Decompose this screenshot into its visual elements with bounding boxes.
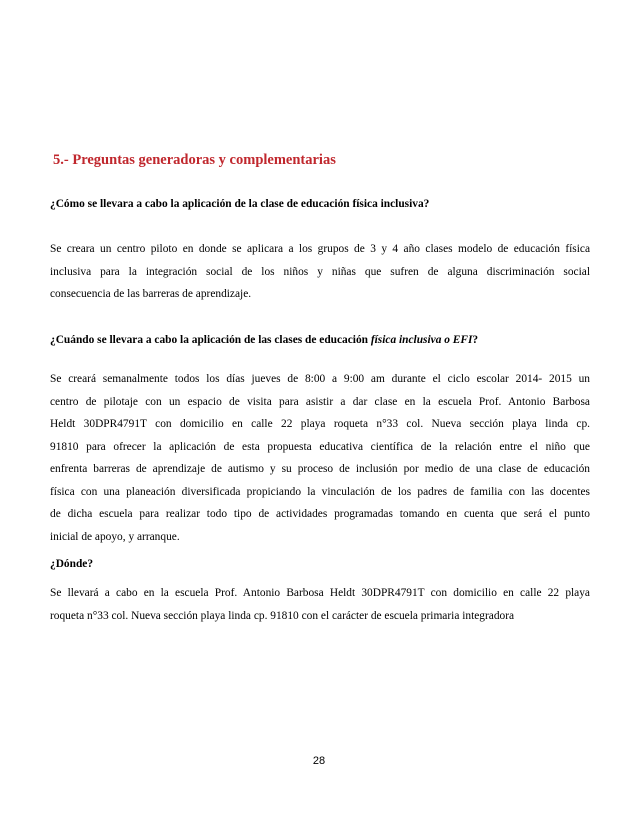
paragraph-line: consecuencia de las barreras de aprendizaje.: [50, 288, 252, 300]
question-2-heading: [50, 334, 590, 346]
question-1-heading: ¿Cómo se llevara a cabo la aplicación de la clase de educación física inclusiva?: [50, 198, 430, 210]
paragraph-line: Se creara un centro piloto en donde se aplicara a los grupos de 3 y 4 año clases modelo de educación física: [50, 243, 590, 255]
answer-1-paragraph: [50, 238, 590, 306]
section-heading: [53, 152, 336, 169]
section-title-text: Preguntas generadoras y complementarias: [72, 152, 336, 168]
paragraph-line: Heldt 30DPR4791T con domicilio en calle 22 playa roqueta n°33 col. Nueva sección playa linda cp.: [50, 418, 590, 430]
paragraph-line: Se llevará a cabo en la escuela Prof. Antonio Barbosa Heldt 30DPR4791T con domicilio en calle 22 playa: [50, 587, 590, 599]
section-number: 5.-: [53, 152, 69, 168]
paragraph-line: física con una planeación diversificada propiciando la vinculación de los padres de familia con las docentes: [50, 485, 590, 498]
question-2-text: ¿Cuándo se llevara a cabo la aplicación de las clases de educación: [50, 334, 371, 346]
page-number: 28: [312, 755, 326, 767]
question-2-italic-text: física inclusiva o EFI: [370, 334, 473, 346]
paragraph-line: enfrenta barreras de aprendizaje de autismo y su proceso de inclusión por medio de una clase de educación: [50, 463, 590, 475]
paragraph-line: Se creará semanalmente todos los días jueves de 8:00 a 9:00 am durante el ciclo escolar 2014- 2015 un: [50, 373, 590, 385]
question-2-suffix: ?: [472, 334, 479, 346]
paragraph-line: 91810 para ofrecer la aplicación de esta propuesta educativa científica de la relación entre el niño que: [50, 440, 590, 453]
paragraph-line: roqueta n°33 col. Nueva sección playa linda cp. 91810 con el carácter de escuela primaria integradora: [50, 609, 515, 622]
paragraph-line: inclusiva para la integración social de los niños y niñas que sufren de alguna discriminación social: [50, 265, 590, 278]
paragraph-line: inicial de apoyo, y arranque.: [50, 530, 180, 543]
paragraph-line: centro de pilotaje con un espacio de visita para asistir a dar clase en la escuela Prof. Antonio Barbosa: [50, 395, 590, 408]
answer-2-paragraph: [50, 368, 590, 548]
question-3-heading: ¿Dónde?: [50, 558, 94, 570]
paragraph-line: de dicha escuela para realizar todo tipo de actividades programadas tomando en cuenta que será el punto: [50, 508, 590, 520]
answer-3-paragraph: [50, 582, 590, 627]
